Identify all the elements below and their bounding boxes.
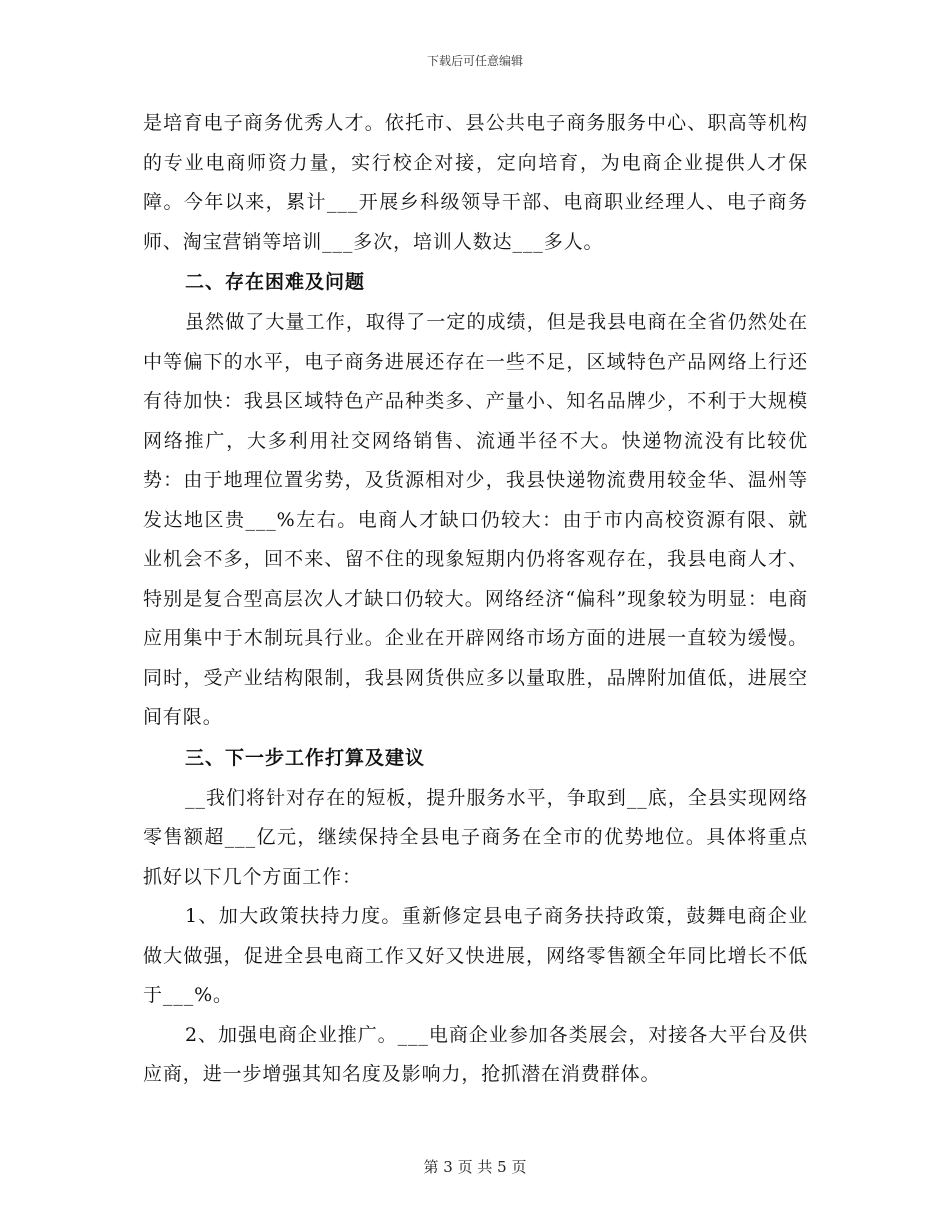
- paragraph-problems: 虽然做了大量工作，取得了一定的成绩，但是我县电商在全省仍然处在中等偏下的水平，电子商务进展还存在一些不足，区域特色产品网络上行还有待加快：我县区域特色产品种类多、产量小、知名品牌少，不利于大规模网络推广，大多利用社交网络销售、流通半径不大。快递物流没有比较优势：由于地理位置劣势，及货源相对少，我县快递物流费用较金华、温州等发达地区贵___%左右。电商人才缺口仍较大：由于市内高校资源有限、就业机会不多，回不来、留不住的现象短期内仍将客观存在，我县电商人才、特别是复合型高层次人才缺口仍较大。网络经济“偏科”现象较为明显：电商应用集中于木制玩具行业。企业在开辟网络市场方面的进展一直较为缓慢。同时，受产业结构限制，我县网货供应多以量取胜，品牌附加值低，进展空间有限。: [143, 311, 808, 728]
- paragraph-talent-training: 是培育电子商务优秀人才。依托市、县公共电子商务服务中心、职高等机构的专业电商师资力量，实行校企对接，定向培育，为电商企业提供人才保障。今年以来，累计___开展乡科级领导干部、电商职业经理人、电子商务师、淘宝营销等培训___多次，培训人数达___多人。: [143, 112, 808, 253]
- page-header: 下载后可任意编辑: [426, 54, 523, 68]
- section-heading-next-steps: 三、下一步工作打算及建议: [185, 746, 426, 769]
- paragraph-enterprise-promotion: 2、加强电商企业推广。___电商企业参加各类展会，对接各大平台及供应商，进一步增强其知名度及影响力，抢抓潜在消费群体。: [143, 1023, 808, 1085]
- paragraph-next-steps-intro: __我们将针对存在的短板，提升服务水平，争取到__底，全县实现网络零售额超___亿元，继续保持全县电子商务在全市的优势地位。具体将重点抓好以下几个方面工作：: [143, 786, 808, 888]
- section-heading-problems: 二、存在困难及问题: [185, 271, 366, 293]
- document-body: [143, 104, 808, 1095]
- paragraph-policy-support: 1、加大政策扶持力度。重新修定县电子商务扶持政策，鼓舞电商企业做大做强，促进全县电商工作又好又快进展，网络零售额全年同比增长不低于___%。: [143, 905, 808, 1006]
- page-number: 第 3 页 共 5 页: [423, 1158, 527, 1176]
